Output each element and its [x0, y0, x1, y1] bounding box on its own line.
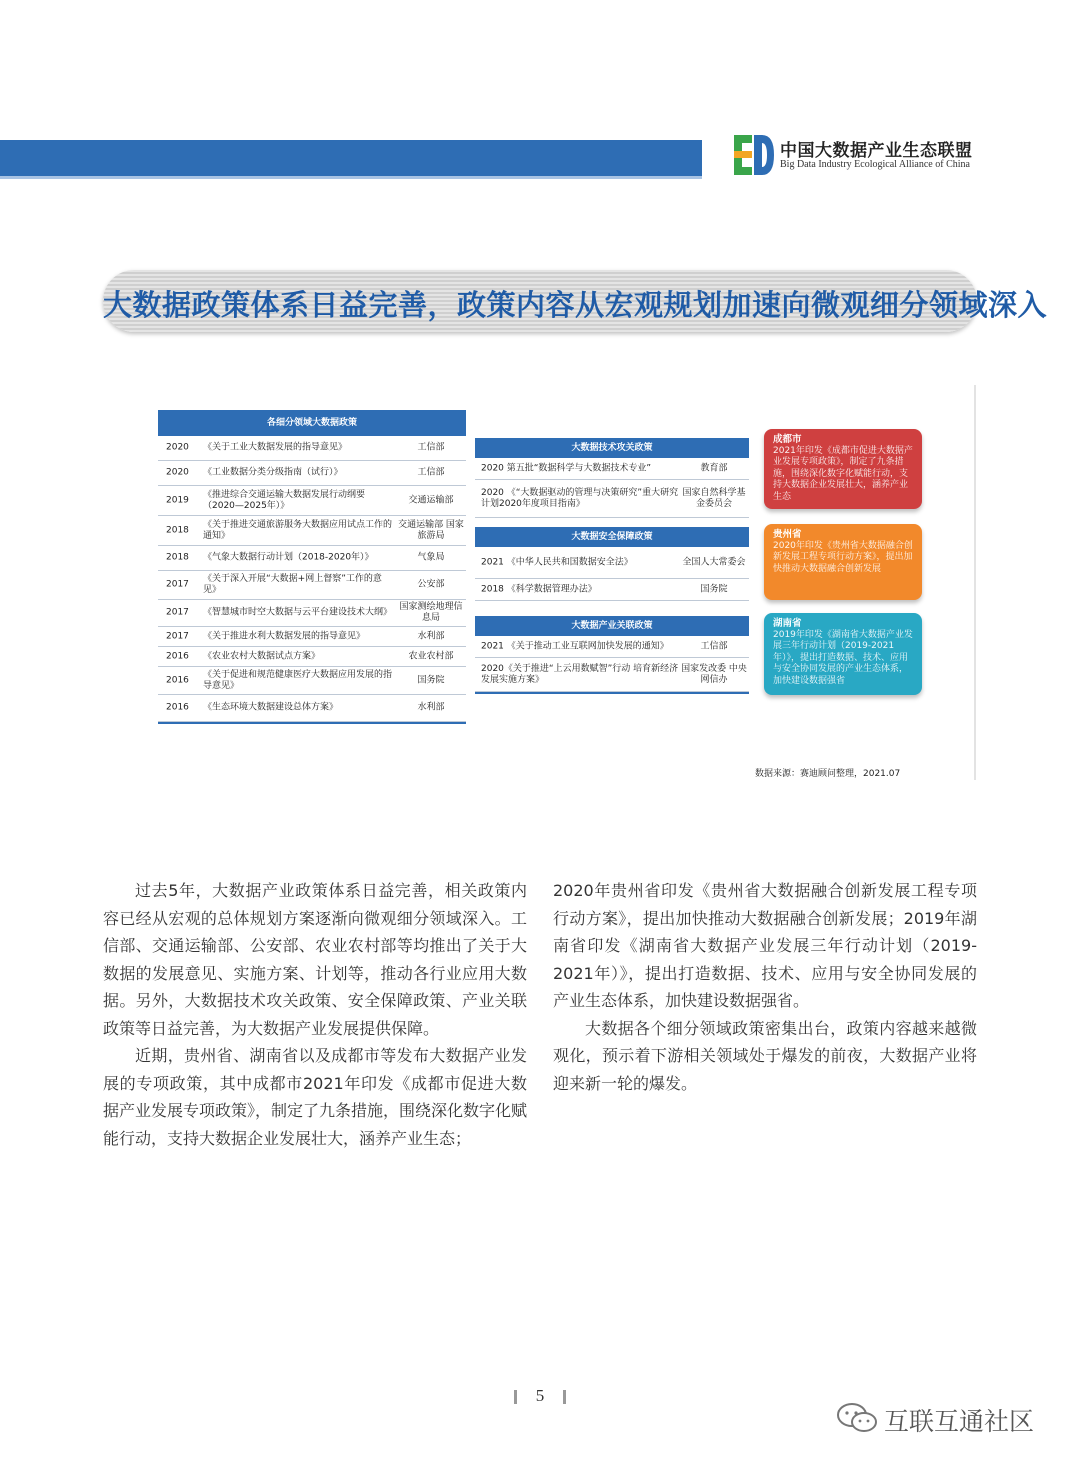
- province-name: 湖南省: [773, 618, 802, 629]
- policy-org: 农业农村部: [408, 651, 454, 661]
- policy-org: 教育部: [700, 463, 728, 473]
- policy-year: 2016: [166, 702, 189, 713]
- policy-org: 国家发改委 中央网信办: [681, 663, 747, 685]
- policy-org: 国家自然科学基金委员会: [682, 487, 746, 509]
- segment-policy-table: [158, 410, 466, 724]
- policy-org: 工信部: [700, 641, 728, 651]
- table-row: [158, 600, 466, 627]
- policy-org: 水利部: [417, 702, 445, 713]
- section-title: 大数据政策体系日益完善，政策内容从宏观规划加速向微观细分领域深入: [103, 288, 1048, 322]
- policy-doc: 《工业数据分类分级指南（试行）》: [203, 467, 343, 478]
- security-policy-table-heading: 大数据安全保障政策: [475, 527, 749, 547]
- policy-doc: 《关于推进水利大数据发展的指导意见》: [203, 631, 366, 641]
- table-row: [158, 436, 466, 461]
- figure-divider: [974, 385, 976, 780]
- page-number: [510, 1386, 570, 1410]
- body-column-left: [103, 877, 527, 1152]
- policy-org: 全国人大常委会: [682, 557, 746, 567]
- policy-year: 2016: [166, 651, 189, 661]
- policy-doc: 《农业农村大数据试点方案》: [203, 651, 321, 661]
- header-band: [0, 140, 702, 176]
- table-row: [158, 627, 466, 647]
- policy-doc: 2020 第五批“数据科学与大数据技术专业”: [481, 463, 652, 473]
- policy-year: 2017: [166, 631, 189, 641]
- province-name: 贵州省: [773, 529, 802, 540]
- bd-logo-icon: [734, 133, 774, 177]
- table-row: [158, 546, 466, 571]
- policy-doc: 《关于工业大数据发展的指导意见》: [203, 442, 348, 453]
- policy-year: 2017: [166, 579, 189, 590]
- policy-doc: 《关于深入开展“大数据+网上督察”工作的意见》: [203, 574, 382, 595]
- table-row: [158, 461, 466, 486]
- body-paragraph: 近期，贵州省、湖南省以及成都市等发布大数据产业发展的专项政策，其中成都市2021年印发《成都市促进大数据产业发展专项政策》，制定了九条措施，围绕深化数字化赋能行动，支持大数据企业发展壮大，涵养产业生态；: [103, 1046, 528, 1148]
- policy-doc: 《气象大数据行动计划（2018-2020年）》: [203, 552, 374, 563]
- body-paragraph: 2020年贵州省印发《贵州省大数据融合创新发展工程专项行动方案》，提出加快推动大数据融合创新发展；2019年湖南省印发《湖南省大数据产业发展三年行动计划（2019-2021年）》，提出打造数据、技术、应用与安全协同发展的产业生态体系，加快建设数据强省。: [553, 881, 977, 1010]
- province-card-guizhou: [764, 524, 922, 600]
- table-row: [158, 486, 466, 516]
- body-column-right: [553, 877, 977, 1097]
- policy-doc: 《关于促进和规范健康医疗大数据应用发展的指导意见》: [203, 669, 393, 691]
- policy-year: 2019: [166, 495, 189, 505]
- tech-policy-table-heading: 大数据技术攻关政策: [475, 438, 749, 458]
- table-bottom-rule: [158, 722, 466, 724]
- security-policy-table: [475, 527, 749, 601]
- policy-year: 2020: [166, 467, 189, 478]
- table-row: [475, 658, 749, 692]
- province-name: 成都市: [773, 434, 802, 445]
- policy-year: 2016: [166, 675, 189, 685]
- table-row: [475, 458, 749, 480]
- page-number-text: 5: [535, 1386, 545, 1405]
- table-bottom-rule: [475, 692, 749, 694]
- industry-policy-table-heading: 大数据产业关联政策: [475, 616, 749, 636]
- table-row: [158, 695, 466, 722]
- page-number-bar: [563, 1390, 566, 1404]
- header-band-shadow: [0, 176, 702, 179]
- policy-doc: 《智慧城市时空大数据与云平台建设技术大纲》: [203, 607, 393, 618]
- policy-org: 水利部: [417, 631, 445, 641]
- policy-year: 2017: [166, 607, 189, 618]
- alliance-logo: [734, 133, 984, 179]
- body-paragraph: 大数据各个细分领域政策密集出台，政策内容越来越微观化，预示着下游相关领域处于爆发的前夜，大数据产业将迎来新一轮的爆发。: [553, 1018, 977, 1093]
- policy-doc: 《关于推进交通旅游服务大数据应用试点工作的通知》: [203, 519, 393, 541]
- body-paragraph: 过去5年，大数据产业政策体系日益完善，相关政策内容已经从宏观的总体规划方案逐渐向微观细分领域深入。工信部、交通运输部、公安部、农业农村部等均推出了关于大数据的发展意见、实施方案、计划等，推动各行业应用大数据。另外，大数据技术攻关政策、安全保障政策、产业关联政策等日益完善，为大数据产业发展提供保障。: [103, 881, 527, 1038]
- policy-doc: 《推进综合交通运输大数据发展行动纲要（2020—2025年）》: [203, 489, 366, 511]
- policy-org: 气象局: [417, 552, 445, 563]
- policy-org: 工信部: [417, 467, 445, 478]
- logo-chinese-name: 中国大数据产业生态联盟: [780, 141, 973, 161]
- policy-org: 交通运输部: [408, 495, 454, 505]
- policy-org: 公安部: [417, 579, 445, 590]
- policy-doc: 2020 《“大数据驱动的管理与决策研究”重大研究计划2020年度项目指南》: [481, 487, 679, 509]
- tech-policy-table: [475, 438, 749, 518]
- table-row: [158, 516, 466, 546]
- policy-year: 2018: [166, 552, 189, 563]
- policy-doc: 2018 《科学数据管理办法》: [481, 584, 597, 594]
- industry-policy-table: [475, 616, 749, 694]
- policy-doc: 2021 《中华人民共和国数据安全法》: [481, 557, 633, 567]
- watermark-text: 互联互通社区: [884, 1407, 1035, 1436]
- policy-org: 国务院: [700, 584, 728, 594]
- policy-doc: 2020《关于推进“上云用数赋智”行动 培育新经济发展实施方案》: [481, 663, 679, 685]
- province-policy: 2021年印发《成都市促进大数据产业发展专项政策》，制定了九条措施，围绕深化数字化赋能行动，支持大数据企业发展壮大，涵养产业生态: [773, 445, 913, 502]
- wechat-watermark: [836, 1400, 1056, 1436]
- province-policy: 2019年印发《湖南省大数据产业发展三年行动计划（2019-2021年）》，提出打造数据、技术、应用与安全协同发展的产业生态体系，加快建设数据强省: [773, 629, 913, 686]
- table-row: [158, 571, 466, 600]
- policy-org: 国家测绘地理信息局: [399, 602, 463, 623]
- logo-english-name: Big Data Industry Ecological Alliance of China: [780, 159, 970, 170]
- figure-source: 数据来源：赛迪顾问整理，2021.07: [755, 769, 901, 779]
- policy-org: 交通运输部 国家旅游局: [398, 519, 464, 541]
- province-card-hunan: [764, 613, 922, 695]
- policy-year: 2020: [166, 442, 189, 453]
- policy-doc: 2021 《关于推动工业互联网加快发展的通知》: [481, 641, 669, 651]
- table-row: [475, 480, 749, 518]
- table-row: [158, 667, 466, 695]
- table-row: [475, 579, 749, 601]
- table-row: [158, 647, 466, 667]
- section-title-banner: [103, 270, 1048, 332]
- policy-year: 2018: [166, 525, 189, 535]
- table-row: [475, 547, 749, 579]
- policy-org: 国务院: [417, 675, 445, 685]
- table-row: [475, 636, 749, 658]
- wechat-icon: [836, 1402, 878, 1434]
- province-card-chengdu: [764, 429, 922, 509]
- policy-org: 工信部: [417, 442, 445, 453]
- policy-doc: 《生态环境大数据建设总体方案》: [203, 702, 339, 713]
- segment-policy-table-heading: 各细分领域大数据政策: [158, 410, 466, 436]
- province-policy: 2020年印发《贵州省大数据融合创新发展工程专项行动方案》，提出加快推动大数据融合创新发展: [773, 540, 913, 574]
